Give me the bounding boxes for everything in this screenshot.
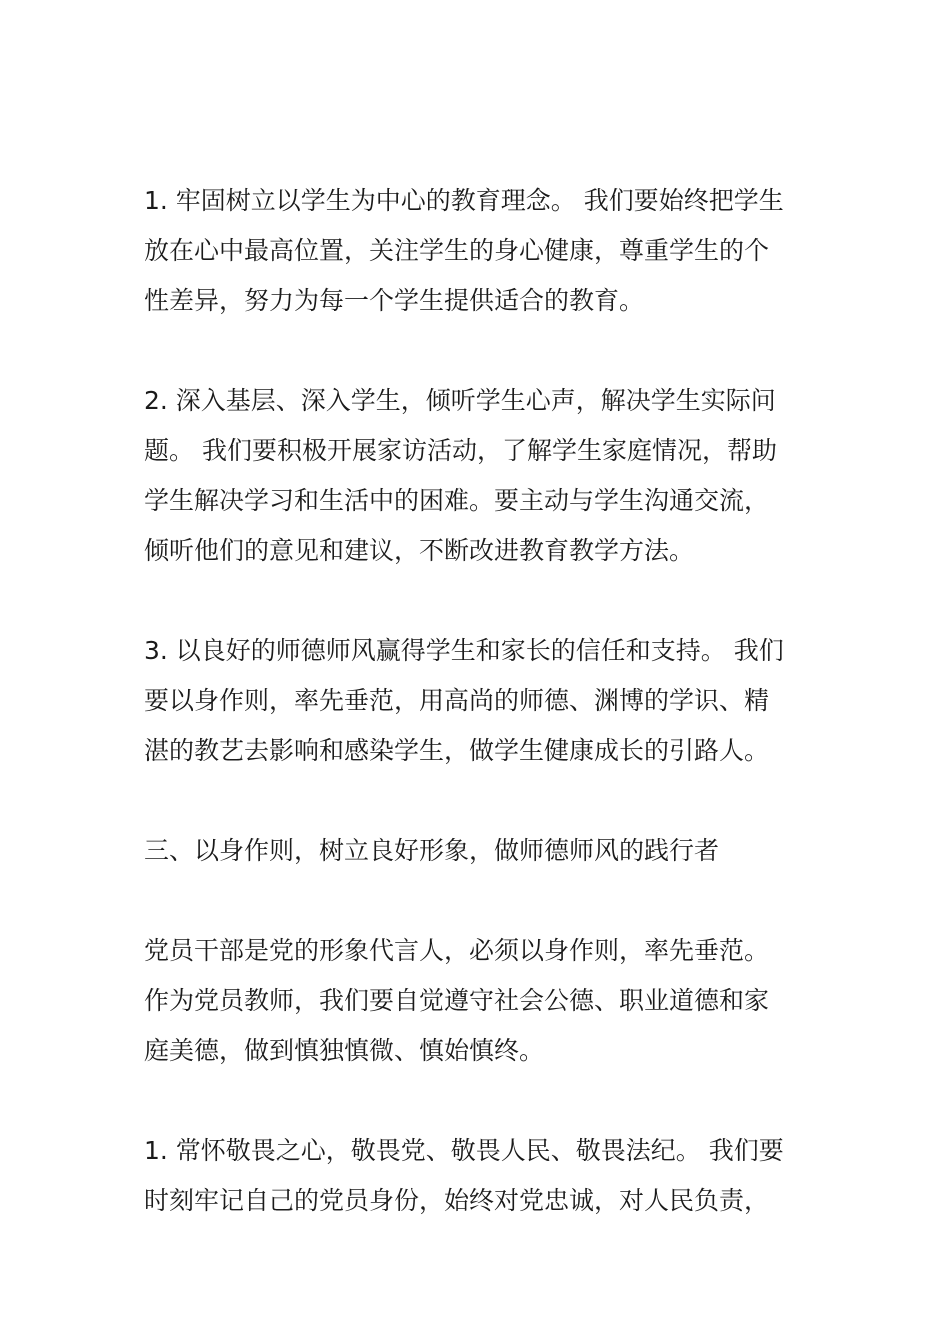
- paragraph-4: [144, 926, 810, 1076]
- paragraph-line: 性差异，努力为每一个学生提供适合的教育。: [144, 286, 645, 315]
- paragraph-line: 党员干部是党的形象代言人，必须以身作则，率先垂范。: [144, 936, 770, 965]
- paragraph-line: 作为党员教师，我们要自觉遵守社会公德、职业道德和家: [144, 986, 770, 1015]
- paragraph-line: 1. 牢固树立以学生为中心的教育理念。 我们要始终把学生: [144, 186, 784, 215]
- paragraph-line: 放在心中最高位置，关注学生的身心健康，尊重学生的个: [144, 236, 770, 265]
- document-body: [144, 176, 810, 1276]
- paragraph-line: 2. 深入基层、深入学生，倾听学生心声，解决学生实际问: [144, 386, 776, 415]
- paragraph-line: 时刻牢记自己的党员身份，始终对党忠诚，对人民负责，: [144, 1186, 770, 1215]
- paragraph-line: 要以身作则，率先垂范，用高尚的师德、渊博的学识、精: [144, 686, 770, 715]
- paragraph-3: [144, 626, 810, 776]
- paragraph-line: 3. 以良好的师德师风赢得学生和家长的信任和支持。 我们: [144, 636, 784, 665]
- paragraph-5: [144, 1126, 810, 1226]
- paragraph-line: 学生解决学习和生活中的困难。要主动与学生沟通交流，: [144, 486, 770, 515]
- paragraph-line: 题。 我们要积极开展家访活动，了解学生家庭情况，帮助: [144, 436, 777, 465]
- paragraph-1: [144, 176, 810, 326]
- section-heading: [144, 826, 810, 876]
- paragraph-line: 倾听他们的意见和建议，不断改进教育教学方法。: [144, 536, 695, 565]
- paragraph-line: 1. 常怀敬畏之心，敬畏党、敬畏人民、敬畏法纪。 我们要: [144, 1136, 784, 1165]
- paragraph-line: 庭美德，做到慎独慎微、慎始慎终。: [144, 1036, 545, 1065]
- paragraph-2: [144, 376, 810, 576]
- heading-line: 三、以身作则，树立良好形象，做师德师风的践行者: [144, 836, 720, 865]
- paragraph-line: 湛的教艺去影响和感染学生，做学生健康成长的引路人。: [144, 736, 770, 765]
